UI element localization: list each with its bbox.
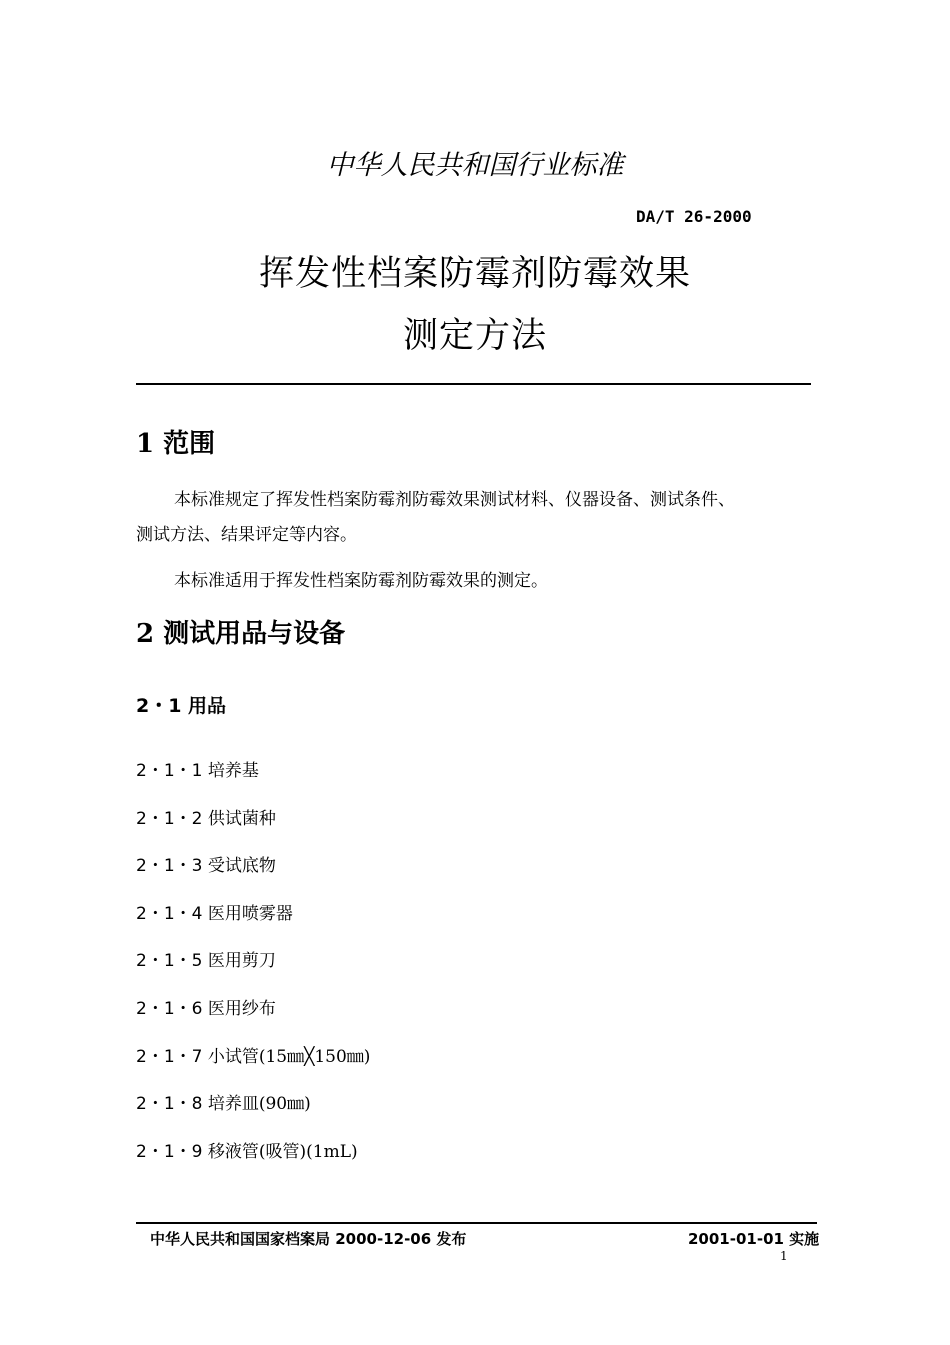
list-item [136,948,276,974]
item-text: 供试菌种 [207,809,276,829]
item-text: 医用纱布 [207,999,276,1019]
section-1-paragraph-1-line-1: 本标准规定了挥发性档案防霉剂防霉效果测试材料、仪器设备、测试条件、 [174,490,735,510]
list-item [136,1091,311,1117]
item-text: 医用剪刀 [207,951,276,971]
item-text: 培养皿(90㎜) [207,1094,311,1114]
section-1-heading: 1 范围 [136,429,216,459]
list-item [136,1139,358,1165]
item-number: 2・1・7 [136,1047,203,1067]
section-2-heading: 2 测试用品与设备 [136,619,346,649]
implementation-date: 2001-01-01 实施 [688,1230,820,1248]
item-number: 2・1・9 [136,1142,203,1162]
list-item [136,996,276,1022]
document-title-line-1: 挥发性档案防霉剂防霉效果 [258,254,691,294]
list-item [136,1044,370,1070]
list-item [136,901,293,927]
item-number: 2・1・3 [136,856,203,876]
item-text: 培养基 [207,761,259,781]
item-text: 受试底物 [207,856,276,876]
item-number: 2・1・5 [136,951,203,971]
page-number: 1 [780,1249,788,1263]
section-1-paragraph-2: 本标准适用于挥发性档案防霉剂防霉效果的测定。 [174,571,548,591]
item-text: 医用喷雾器 [207,904,293,924]
standard-code: DA/T 26-2000 [636,207,752,226]
item-text: 移液管(吸管)(1mL) [207,1142,358,1162]
footer-divider [136,1222,817,1224]
item-number: 2・1・6 [136,999,203,1019]
item-number: 2・1・8 [136,1094,203,1114]
list-item [136,853,276,879]
subsection-2-1-heading: 2・1 用品 [136,695,227,717]
industry-standard-heading: 中华人民共和国行业标准 [326,150,624,181]
item-number: 2・1・2 [136,809,203,829]
issue-info: 中华人民共和国国家档案局 2000-12-06 发布 [150,1230,467,1248]
document-title-line-2: 测定方法 [402,316,547,356]
item-number: 2・1・1 [136,761,203,781]
list-item [136,806,276,832]
list-item [136,758,259,784]
item-text: 小试管(15㎜╳150㎜) [207,1047,371,1067]
section-1-paragraph-1-line-2: 测试方法、结果评定等内容。 [136,525,357,545]
item-number: 2・1・4 [136,904,203,924]
title-divider [136,383,811,385]
